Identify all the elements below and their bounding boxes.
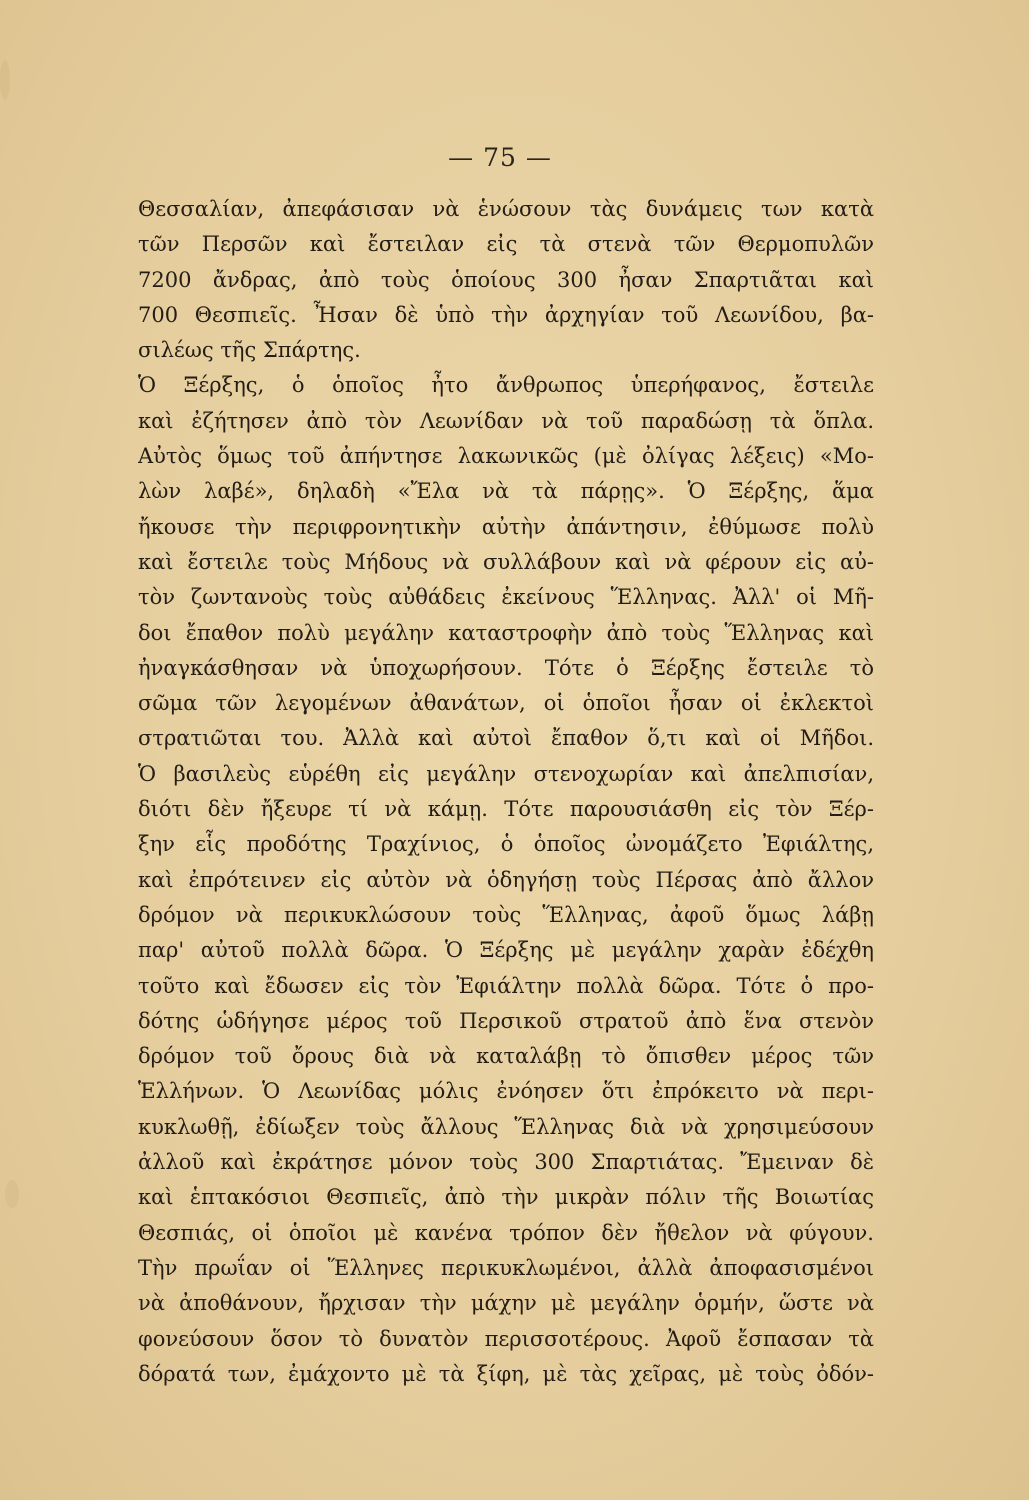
text-line: δότης ὡδήγησε μέρος τοῦ Περσικοῦ στρατοῦ ἀπὸ ἕνα στενὸν (138, 1008, 874, 1033)
text-line: στρατιῶται του. Ἀλλὰ καὶ αὐτοὶ ἔπαθον ὅ,τι καὶ οἱ Μῆδοι. (138, 726, 874, 751)
text-line: παρ' αὐτοῦ πολλὰ δῶρα. Ὁ Ξέρξης μὲ μεγάλην χαρὰν ἐδέχθη (138, 938, 874, 963)
text-line: δόρατά των, ἐμάχοντο μὲ τὰ ξίφη, μὲ τὰς χεῖρας, μὲ τοὺς ὀδόν- (138, 1361, 874, 1386)
page-number: — 75 — (448, 143, 552, 172)
text-line: λὼν λαβέ», δηλαδὴ «Ἔλα νὰ τὰ πάρῃς». Ὁ Ξέρξης, ἅμα (138, 479, 874, 504)
text-line: καὶ ἔστειλε τοὺς Μήδους νὰ συλλάβουν καὶ νὰ φέρουν εἰς αὐ- (138, 549, 874, 574)
text-line: καὶ ἐζήτησεν ἀπὸ τὸν Λεωνίδαν νὰ τοῦ παραδώσῃ τὰ ὅπλα. (138, 408, 874, 433)
text-line: καὶ ἑπτακόσιοι Θεσπιεῖς, ἀπὸ τὴν μικρὰν πόλιν τῆς Βοιωτίας (138, 1185, 874, 1210)
text-line: τοῦτο καὶ ἔδωσεν εἰς τὸν Ἐφιάλτην πολλὰ δῶρα. Τότε ὁ προ- (138, 973, 874, 998)
text-line: Θεσπιάς, οἱ ὁποῖοι μὲ κανένα τρόπον δὲν ἤθελον νὰ φύγουν. (138, 1220, 874, 1245)
text-line: σῶμα τῶν λεγομένων ἀθανάτων, οἱ ὁποῖοι ἦσαν οἱ ἐκλεκτοὶ (138, 691, 874, 716)
text-line: διότι δὲν ἤξευρε τί νὰ κάμῃ. Τότε παρουσιάσθη εἰς τὸν Ξέρ- (138, 797, 874, 822)
text-line: φονεύσουν ὅσον τὸ δυνατὸν περισσοτέρους. Ἀφοῦ ἔσπασαν τὰ (138, 1326, 874, 1351)
text-line: δρόμον τοῦ ὄρους διὰ νὰ καταλάβῃ τὸ ὄπισθεν μέρος τῶν (138, 1044, 874, 1069)
text-line: Ὁ Ξέρξης, ὁ ὁποῖος ἦτο ἄνθρωπος ὑπερήφανος, ἔστειλε (138, 373, 874, 398)
text-line: δοι ἔπαθον πολὺ μεγάλην καταστροφὴν ἀπὸ τοὺς Ἕλληνας καὶ (138, 620, 874, 645)
text-line: Θεσσαλίαν, ἀπεφάσισαν νὰ ἑνώσουν τὰς δυνάμεις των κατὰ (138, 197, 874, 221)
body-text (138, 192, 874, 1392)
text-line: τῶν Περσῶν καὶ ἔστειλαν εἰς τὰ στενὰ τῶν Θερμοπυλῶν (138, 232, 874, 257)
paper-stain (5, 1180, 19, 1208)
text-line: 7200 ἄνδρας, ἀπὸ τοὺς ὁποίους 300 ἦσαν Σπαρτιᾶται καὶ (138, 267, 874, 292)
text-line: σιλέως τῆς Σπάρτης. (138, 338, 361, 363)
text-line: νὰ ἀποθάνουν, ἤρχισαν τὴν μάχην μὲ μεγάλην ὁρμήν, ὥστε νὰ (138, 1291, 874, 1316)
text-line: Αὐτὸς ὅμως τοῦ ἀπήντησε λακωνικῶς (μὲ ὀλίγας λέξεις) «Μο- (138, 444, 874, 469)
text-line: δρόμον νὰ περικυκλώσουν τοὺς Ἕλληνας, ἀφοῦ ὅμως λάβῃ (138, 902, 874, 927)
text-line: Ἑλλήνων. Ὁ Λεωνίδας μόλις ἐνόησεν ὅτι ἐπρόκειτο νὰ περι- (138, 1079, 874, 1104)
text-line: Τὴν πρωΐαν οἱ Ἕλληνες περικυκλωμένοι, ἀλλὰ ἀποφασισμένοι (138, 1255, 874, 1280)
text-line: καὶ ἐπρότεινεν εἰς αὐτὸν νὰ ὁδηγήσῃ τοὺς Πέρσας ἀπὸ ἄλλον (138, 867, 874, 892)
text-line: ξην εἷς προδότης Τραχίνιος, ὁ ὁποῖος ὠνομάζετο Ἐφιάλτης, (138, 832, 874, 857)
text-line: 700 Θεσπιεῖς. Ἦσαν δὲ ὑπὸ τὴν ἀρχηγίαν τοῦ Λεωνίδου, βα- (138, 302, 874, 327)
text-line: ἠναγκάσθησαν νὰ ὑποχωρήσουν. Τότε ὁ Ξέρξης ἔστειλε τὸ (138, 655, 874, 680)
paper-stain (0, 60, 10, 100)
text-line: τὸν ζωντανοὺς τοὺς αὐθάδεις ἐκείνους Ἕλληνας. Ἀλλ' οἱ Μῆ- (138, 585, 874, 610)
text-line: κυκλωθῇ, ἐδίωξεν τοὺς ἄλλους Ἕλληνας διὰ νὰ χρησιμεύσουν (138, 1114, 874, 1139)
text-line: ἤκουσε τὴν περιφρονητικὴν αὐτὴν ἀπάντησιν, ἐθύμωσε πολὺ (138, 514, 874, 539)
text-line: ἀλλοῦ καὶ ἐκράτησε μόνον τοὺς 300 Σπαρτιάτας. Ἔμειναν δὲ (138, 1150, 874, 1175)
text-line: Ὁ βασιλεὺς εὑρέθη εἰς μεγάλην στενοχωρίαν καὶ ἀπελπισίαν, (138, 761, 874, 786)
